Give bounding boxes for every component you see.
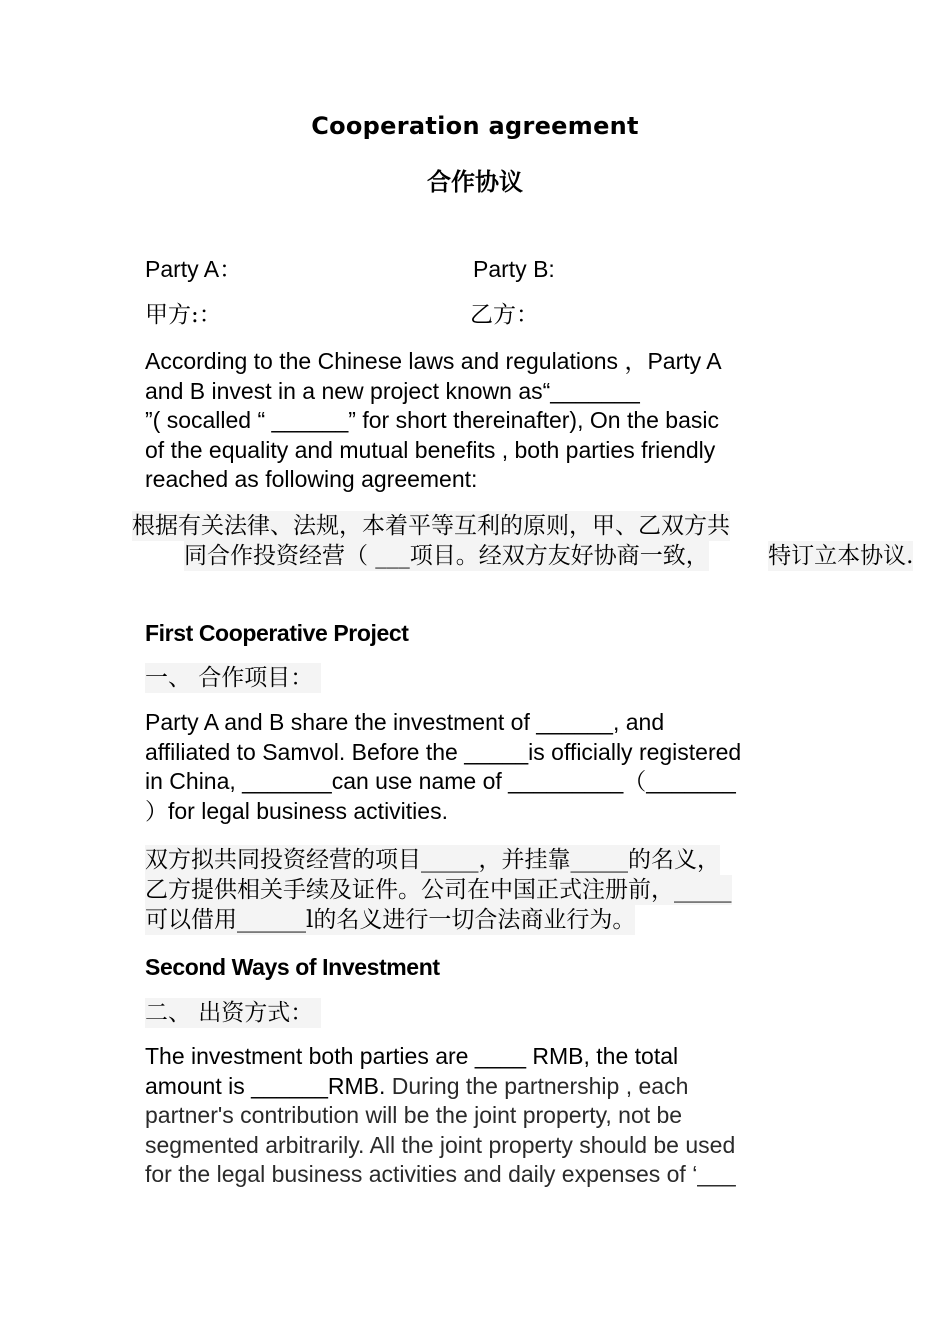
section-1-chinese-line: 可以借用______l的名义进行一切合法商业行为。 xyxy=(145,907,636,933)
intro-chinese-line: 特订立本协议. xyxy=(768,543,914,569)
document-title: Cooperation agreement xyxy=(311,112,639,140)
section-2-line: for the legal business activities and daily expenses of ‘___ xyxy=(145,1161,736,1188)
section-2-line: segmented arbitrarily. All the joint property should be used xyxy=(145,1131,736,1158)
section-2-line-end: During the partnership , each xyxy=(385,1072,689,1099)
intro-line: According to the Chinese laws and regulations ，Party A xyxy=(145,348,722,374)
section-1-heading: First Cooperative Project xyxy=(145,620,409,646)
section-1-paragraph-chinese xyxy=(145,845,950,935)
intro-paragraph xyxy=(145,347,825,495)
intro-paragraph-chinese xyxy=(132,511,950,571)
section-2-line: The investment both parties are ____ RMB, the total xyxy=(145,1043,679,1069)
intro-line: and B invest in a new project known as“_______ xyxy=(145,377,640,404)
section-2-line xyxy=(145,1072,825,1102)
party-b-label: Party B: xyxy=(473,256,555,282)
section-1-heading-chinese: 一、 合作项目： xyxy=(145,663,321,693)
intro-line: ”( socalled “ ______” for short thereinafter), On the basic xyxy=(145,407,720,434)
section-1-paragraph xyxy=(145,708,825,826)
intro-line: of the equality and mutual benefits , both parties friendly xyxy=(145,436,716,463)
section-2-heading: Second Ways of Investment xyxy=(145,954,440,980)
section-1-chinese-line: 双方拟共同投资经营的项目_____，并挂靠_____的名义， xyxy=(145,847,720,873)
document-title-chinese: 合作协议 xyxy=(427,168,523,196)
section-2-heading-chinese: 二、 出资方式： xyxy=(145,998,321,1028)
section-2-line: partner's contribution will be the joint property, not be xyxy=(145,1102,683,1129)
section-1-chinese-line: 乙方提供相关手续及证件。公司在中国正式注册前，_____ xyxy=(145,877,732,903)
party-b-label-chinese: 乙方： xyxy=(470,302,539,328)
section-1-line: Party A and B share the investment of ______, and xyxy=(145,709,665,735)
section-1-line: affiliated to Samvol. Before the _____is officially registered xyxy=(145,738,742,765)
section-2-line-start: amount is ______RMB. xyxy=(145,1072,386,1099)
intro-chinese-line: 同合作投资经营（ ___项目。经双方友好协商一致， xyxy=(184,543,709,569)
party-a-label-chinese: 甲方:： xyxy=(145,302,222,328)
section-1-line: in China, _______can use name of _________（_______ xyxy=(145,768,736,795)
section-2-paragraph xyxy=(145,1042,825,1190)
intro-chinese-line: 根据有关法律、法规，本着平等互利的原则，甲、乙双方共 xyxy=(132,513,730,539)
section-1-line: ）for legal business activities. xyxy=(145,797,448,824)
party-a-label: Party A： xyxy=(145,256,243,282)
intro-line: reached as following agreement: xyxy=(145,466,478,493)
